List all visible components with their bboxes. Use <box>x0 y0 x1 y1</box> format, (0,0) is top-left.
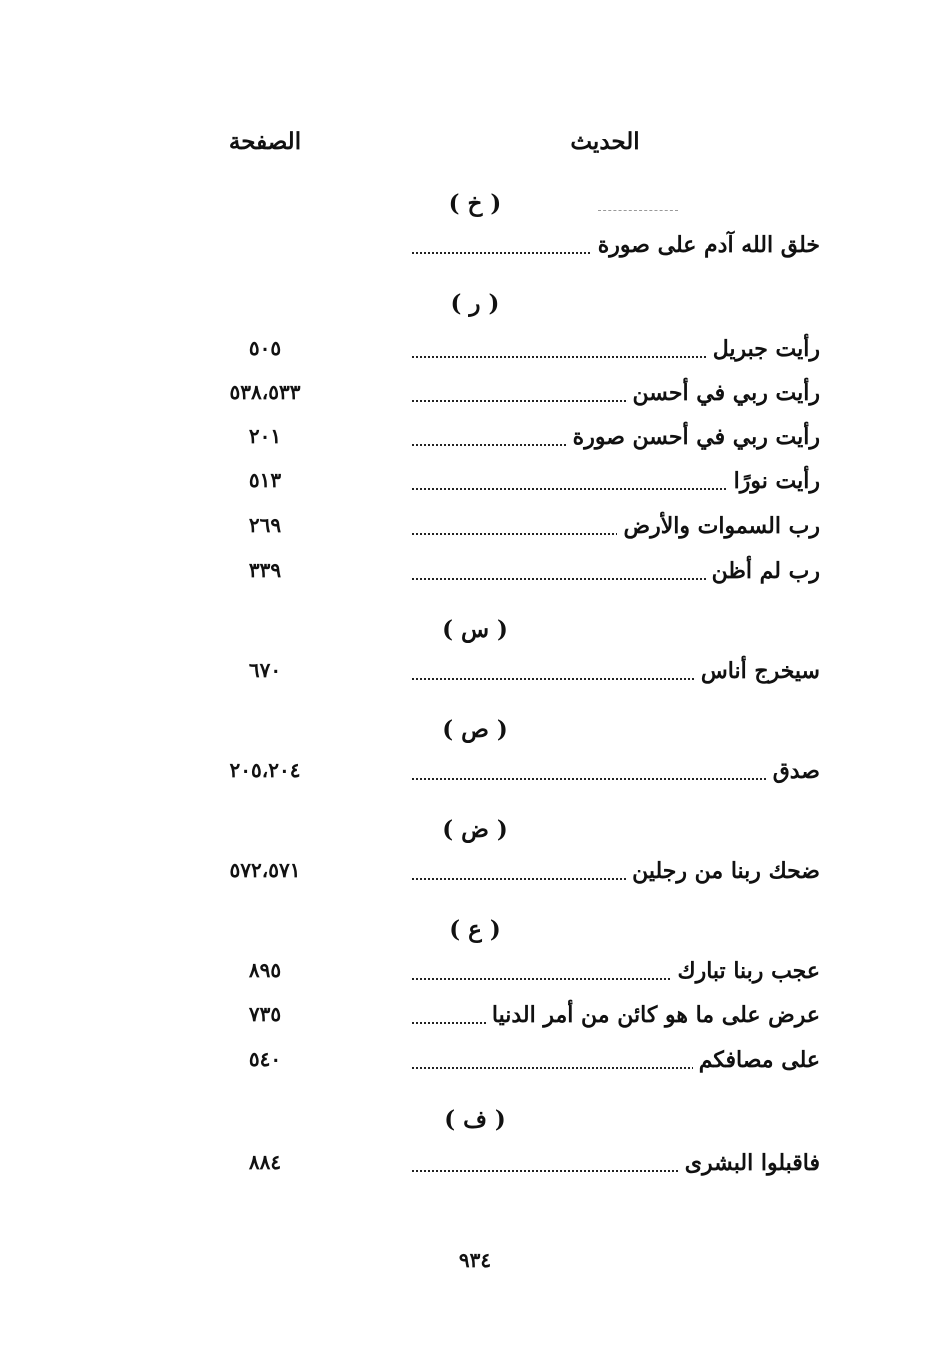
hadith-text: رأيت ربي في أحسن <box>627 380 820 406</box>
page-refs: ٢٠١ <box>248 424 282 448</box>
list-item <box>200 232 820 266</box>
hadith-text: رب السموات والأرض <box>617 513 820 539</box>
list-item <box>200 1150 820 1184</box>
hadith-text: رأيت نورًا <box>728 468 820 494</box>
list-item <box>200 1047 820 1081</box>
page-refs: ٥٧٢،٥٧١ <box>229 858 301 882</box>
list-item <box>200 1002 820 1036</box>
page-refs: ٣٣٩ <box>248 558 282 582</box>
section-letter-sin: ( س ) <box>442 616 508 643</box>
hadith-text: رأيت جبريل <box>707 336 820 362</box>
page-refs: ٧٣٥ <box>248 1002 282 1026</box>
list-item <box>200 380 820 414</box>
section-letter-kha: ( خ ) <box>448 190 502 217</box>
hadith-text: سيخرج أناس <box>695 658 820 684</box>
hadith-text: خلق الله آدم على صورة <box>592 232 820 258</box>
list-item <box>200 336 820 370</box>
list-item <box>200 558 820 592</box>
page-refs: ٥١٣ <box>248 468 282 492</box>
page-refs: ٥٤٠ <box>248 1047 282 1071</box>
hadith-text: على مصافكم <box>693 1047 820 1073</box>
section-letter-sad: ( ص ) <box>442 716 508 743</box>
list-item <box>200 958 820 992</box>
scan-mark <box>598 210 678 211</box>
section-letter-ayn: ( ع ) <box>449 916 501 943</box>
hadith-text: صدق <box>767 758 820 784</box>
page-number: ٩٣٤ <box>458 1248 492 1272</box>
list-item <box>200 758 820 792</box>
page-refs: ٥٠٥ <box>248 336 282 360</box>
page-refs: ٥٣٨،٥٣٣ <box>229 380 301 404</box>
hadith-text: فاقبلوا البشرى <box>679 1150 820 1176</box>
list-item <box>200 424 820 458</box>
list-item <box>200 858 820 892</box>
page-refs: ٦٧٠ <box>248 658 282 682</box>
section-letter-ra: ( ر ) <box>450 290 500 317</box>
column-header-page: الصفحة <box>228 128 302 155</box>
page-refs: ٨٩٥ <box>248 958 282 982</box>
section-letter-fa: ( ف ) <box>444 1106 506 1133</box>
hadith-text: رأيت ربي في أحسن صورة <box>567 424 820 450</box>
column-header-hadith: الحديث <box>570 128 640 155</box>
page-refs: ٨٨٤ <box>248 1150 282 1174</box>
list-item <box>200 468 820 502</box>
section-letter-dad: ( ض ) <box>442 816 508 843</box>
hadith-text: عجب ربنا تبارك <box>671 958 820 984</box>
page-refs: ٢٠٥،٢٠٤ <box>229 758 301 782</box>
leader-dots <box>412 778 810 780</box>
hadith-text: عرض على ما هو كائن من أمر الدنيا <box>486 1002 820 1028</box>
page-refs: ٢٦٩ <box>248 513 282 537</box>
hadith-text: رب لم أظن <box>706 558 820 584</box>
list-item <box>200 513 820 547</box>
hadith-text: ضحك ربنا من رجلين <box>626 858 820 884</box>
list-item <box>200 658 820 692</box>
